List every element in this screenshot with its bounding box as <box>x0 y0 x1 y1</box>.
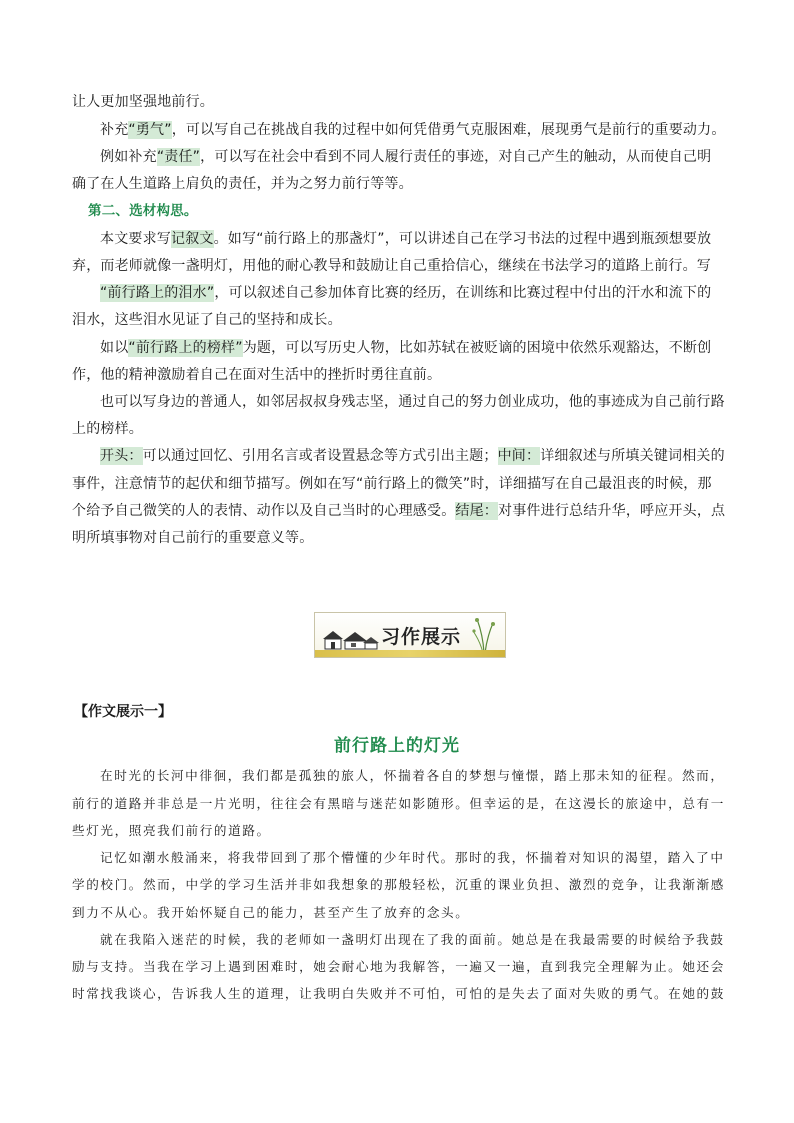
essay-line: 些灯光，照亮我们前行的道路。 <box>72 823 271 838</box>
paragraph-line: 上的榜样。 <box>72 421 143 437</box>
section-banner <box>314 612 506 658</box>
keyword-highlight: “前行路上的榜样” <box>128 340 243 356</box>
paragraph-line: 确了在人生道路上肩负的责任，并为之努力前行等等。 <box>72 176 413 192</box>
paragraph-line: 也可以写身边的普通人，如邻居叔叔身残志坚，通过自己的努力创业成功，他的事迹成为自己前行路 <box>100 394 725 410</box>
paragraph-responsibility: 例如补充“责任”，可以写在社会中看到不同人履行责任的事迹，对自己产生的触动，从而使自己明 <box>100 149 712 165</box>
essay-line: 到力不从心。我开始怀疑自己的能力，甚至产生了放弃的念头。 <box>72 905 470 920</box>
paragraph-line: 明所填事物对自己前行的重要意义等。 <box>72 530 314 546</box>
keyword-highlight: 结尾： <box>455 503 499 519</box>
essay-line: 就在我陷入迷茫的时候，我的老师如一盏明灯出现在了我的面前。她总是在我最需要的时候给予我鼓 <box>100 932 725 947</box>
example-label: 【作文展示一】 <box>74 704 172 720</box>
essay-line: 励与支持。当我在学习上遇到困难时，她会耐心地为我解答，一遍又一遍，直到我完全理解为止。她还会 <box>72 959 725 974</box>
section-heading: 第二、选材构思。 <box>88 203 198 219</box>
paragraph-structure: 开头：可以通过回忆、引用名言或者设置悬念等方式引出主题；中间：详细叙述与所填关键词相关的 <box>100 448 725 464</box>
paragraph-line: 泪水，这些泪水见证了自己的坚持和成长。 <box>72 312 342 328</box>
keyword-highlight: “勇气” <box>128 122 172 138</box>
keyword-highlight: 中间： <box>497 448 541 464</box>
paragraph-line: 个给予自己微笑的人的表情、动作以及自己当时的心理感受。结尾：对事件进行总结升华，呼应开头，点 <box>72 503 726 519</box>
essay-line: 时常找我谈心，告诉我人生的道理，让我明白失败并不可怕，可怕的是失去了面对失败的勇气。在她的鼓 <box>72 986 725 1001</box>
keyword-highlight: 开头： <box>100 448 143 464</box>
paragraph-line: 让人更加坚强地前行。 <box>72 94 214 110</box>
paragraph-narrative: 本文要求写记叙文。如写“前行路上的那盏灯”，可以讲述自己在学习书法的过程中遇到瓶颈想要放 <box>100 231 712 247</box>
paragraph-line: “前行路上的泪水”，可以叙述自己参加体育比赛的经历，在训练和比赛过程中付出的汗水和流下的 <box>100 285 712 301</box>
paragraph-line: 作，他的精神激励着自己在面对生活中的挫折时勇往直前。 <box>72 367 442 383</box>
paragraph-line: 事件，注意情节的起伏和细节描写。例如在写“前行路上的微笑”时，详细描写在自己最沮丧的时候，那 <box>72 476 712 492</box>
paragraph-courage: 补充“勇气”，可以写自己在挑战自我的过程中如何凭借勇气克服困难，展现勇气是前行的重要动力。 <box>100 122 726 138</box>
keyword-highlight: 记叙文 <box>171 231 214 247</box>
essay-line: 记忆如潮水般涌来，将我带回到了那个懵懂的少年时代。那时的我，怀揣着对知识的渴望，踏入了中 <box>100 850 725 865</box>
reed-grass-icon <box>471 615 497 653</box>
paragraph-line: 弃，而老师就像一盏明灯，用他的耐心教导和鼓励让自己重拾信心，继续在书法学习的道路上前行。写 <box>72 258 711 274</box>
essay-line: 前行的道路并非总是一片光明，往往会有黑暗与迷茫如影随形。但幸运的是，在这漫长的旅途中，总有一 <box>72 796 725 811</box>
banner-title: 习作展示 <box>381 626 462 648</box>
banner-ground <box>315 650 505 657</box>
essay-line: 在时光的长河中徘徊，我们都是孤独的旅人，怀揣着各自的梦想与憧憬，踏上那未知的征程。然而， <box>100 768 725 783</box>
essay-line: 学的校门。然而，中学的学习生活并非如我想象的那般轻松，沉重的课业负担、激烈的竞争，让我渐渐感 <box>72 877 725 892</box>
paragraph-role-model: 如以“前行路上的榜样”为题，可以写历史人物，比如苏轼在被贬谪的困境中依然乐观豁达，不断创 <box>100 340 712 356</box>
keyword-highlight: “责任” <box>156 149 201 165</box>
keyword-highlight: “前行路上的泪水” <box>100 285 215 301</box>
essay-title: 前行路上的灯光 <box>334 736 460 756</box>
